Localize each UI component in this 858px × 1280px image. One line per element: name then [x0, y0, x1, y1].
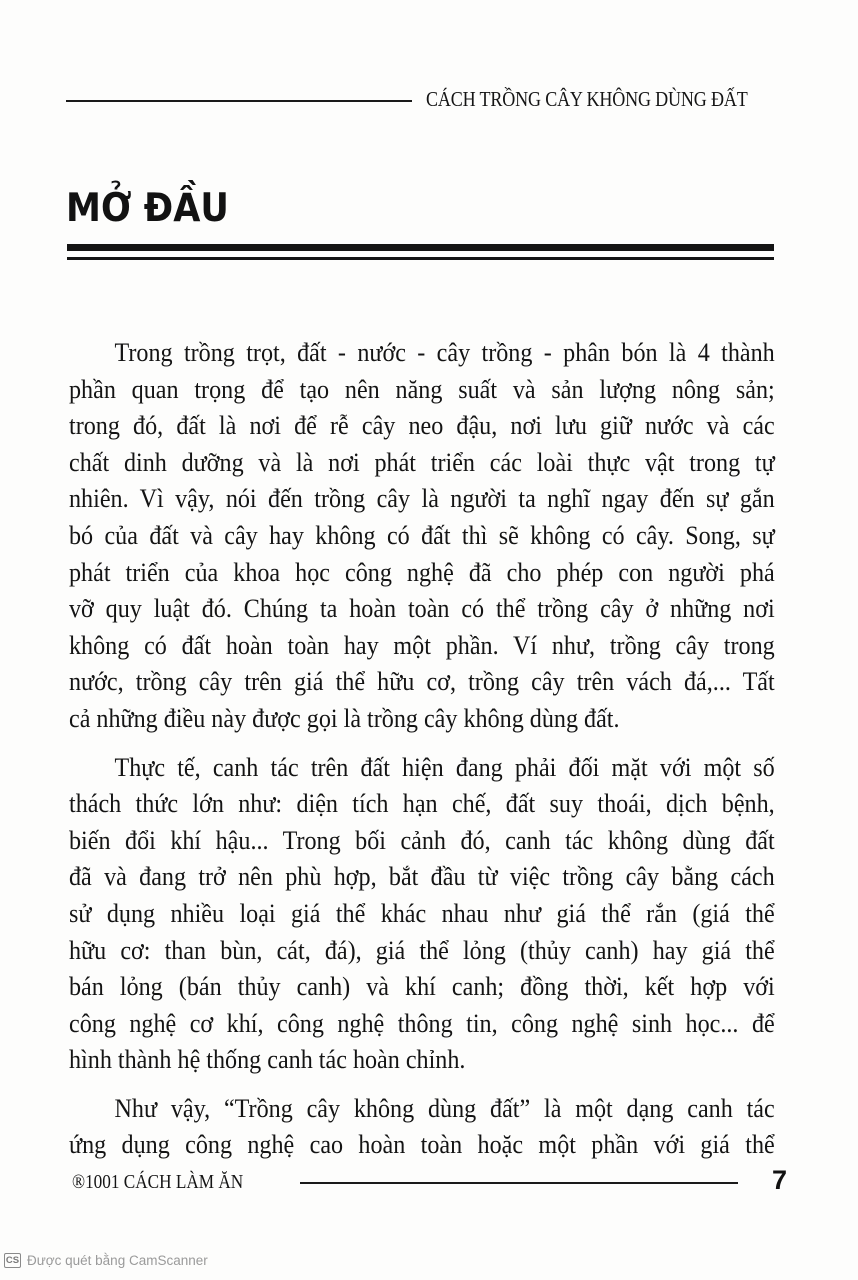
series-label: ®1001 CÁCH LÀM ĂN	[72, 1170, 244, 1193]
running-title: CÁCH TRỒNG CÂY KHÔNG DÙNG ĐẤT	[426, 86, 748, 111]
paragraph-2	[69, 749, 774, 1078]
text-line: hữu cơ: than bùn, cát, đá), giá thể lỏng (thủy canh) hay giá thể	[69, 934, 775, 965]
text-line: phát triển của khoa học công nghệ đã cho phép con người phá	[69, 556, 775, 587]
text-line: hình thành hệ thống canh tác hoàn chỉnh.	[69, 1044, 466, 1075]
footer-rule	[300, 1182, 738, 1184]
text-line: bó của đất và cây hay không có đất thì sẽ không có cây. Song, sự	[69, 519, 775, 550]
text-line: Thực tế, canh tác trên đất hiện đang phải đối mặt với một số	[114, 751, 775, 782]
text-line: vỡ quy luật đó. Chúng ta hoàn toàn có thể trồng cây ở những nơi	[69, 593, 775, 624]
text-line: nước, trồng cây trên giá thể hữu cơ, trồng cây trên vách đá,... Tất	[69, 666, 775, 697]
text-line: thách thức lớn như: diện tích hạn chế, đất suy thoái, dịch bệnh,	[69, 788, 775, 819]
text-line: Như vậy, “Trồng cây không dùng đất” là một dạng canh tác	[114, 1092, 775, 1123]
text-line: biến đổi khí hậu... Trong bối cảnh đó, canh tác không dùng đất	[69, 824, 775, 855]
paragraph-1	[69, 334, 774, 737]
header-rule	[66, 100, 412, 102]
text-line: đã và đang trở nên phù hợp, bắt đầu từ việc trồng cây bằng cách	[69, 861, 775, 892]
text-line: không có đất hoàn toàn hay một phần. Ví như, trồng cây trong	[69, 629, 775, 660]
running-header	[66, 84, 778, 114]
camscanner-logo-icon: CS	[4, 1253, 21, 1268]
chapter-title: MỞ ĐẦU	[66, 186, 229, 231]
text-line: Trong trồng trọt, đất - nước - cây trồng - phân bón là 4 thành	[114, 337, 775, 367]
text-line: sử dụng nhiều loại giá thể khác nhau như giá thể rắn (giá thể	[69, 897, 775, 928]
running-footer	[72, 1165, 788, 1199]
text-line: bán lỏng (bán thủy canh) và khí canh; đồng thời, kết hợp với	[69, 971, 775, 1002]
scanner-watermark	[4, 1253, 208, 1268]
text-line: công nghệ cơ khí, công nghệ thông tin, công nghệ sinh học... để	[69, 1007, 775, 1038]
text-line: cả những điều này được gọi là trồng cây không dùng đất.	[69, 702, 620, 733]
text-line: trong đó, đất là nơi để rễ cây neo đậu, nơi lưu giữ nước và các	[69, 410, 775, 441]
paragraph-3	[69, 1090, 774, 1163]
title-rule-thin	[67, 257, 774, 260]
text-line: ứng dụng công nghệ cao hoàn toàn hoặc một phần với giá thể	[69, 1129, 775, 1160]
body-text	[69, 334, 774, 1175]
text-line: nhiên. Vì vậy, nói đến trồng cây là người ta nghĩ ngay đến sự gắn	[69, 483, 775, 514]
title-rule-thick	[67, 244, 774, 251]
text-line: phần quan trọng để tạo nên năng suất và sản lượng nông sản;	[69, 373, 775, 404]
text-line: chất dinh dưỡng và là nơi phát triển các loài thực vật trong tự	[69, 446, 775, 477]
watermark-text: Được quét bằng CamScanner	[27, 1253, 208, 1268]
page-number: 7	[772, 1165, 788, 1195]
